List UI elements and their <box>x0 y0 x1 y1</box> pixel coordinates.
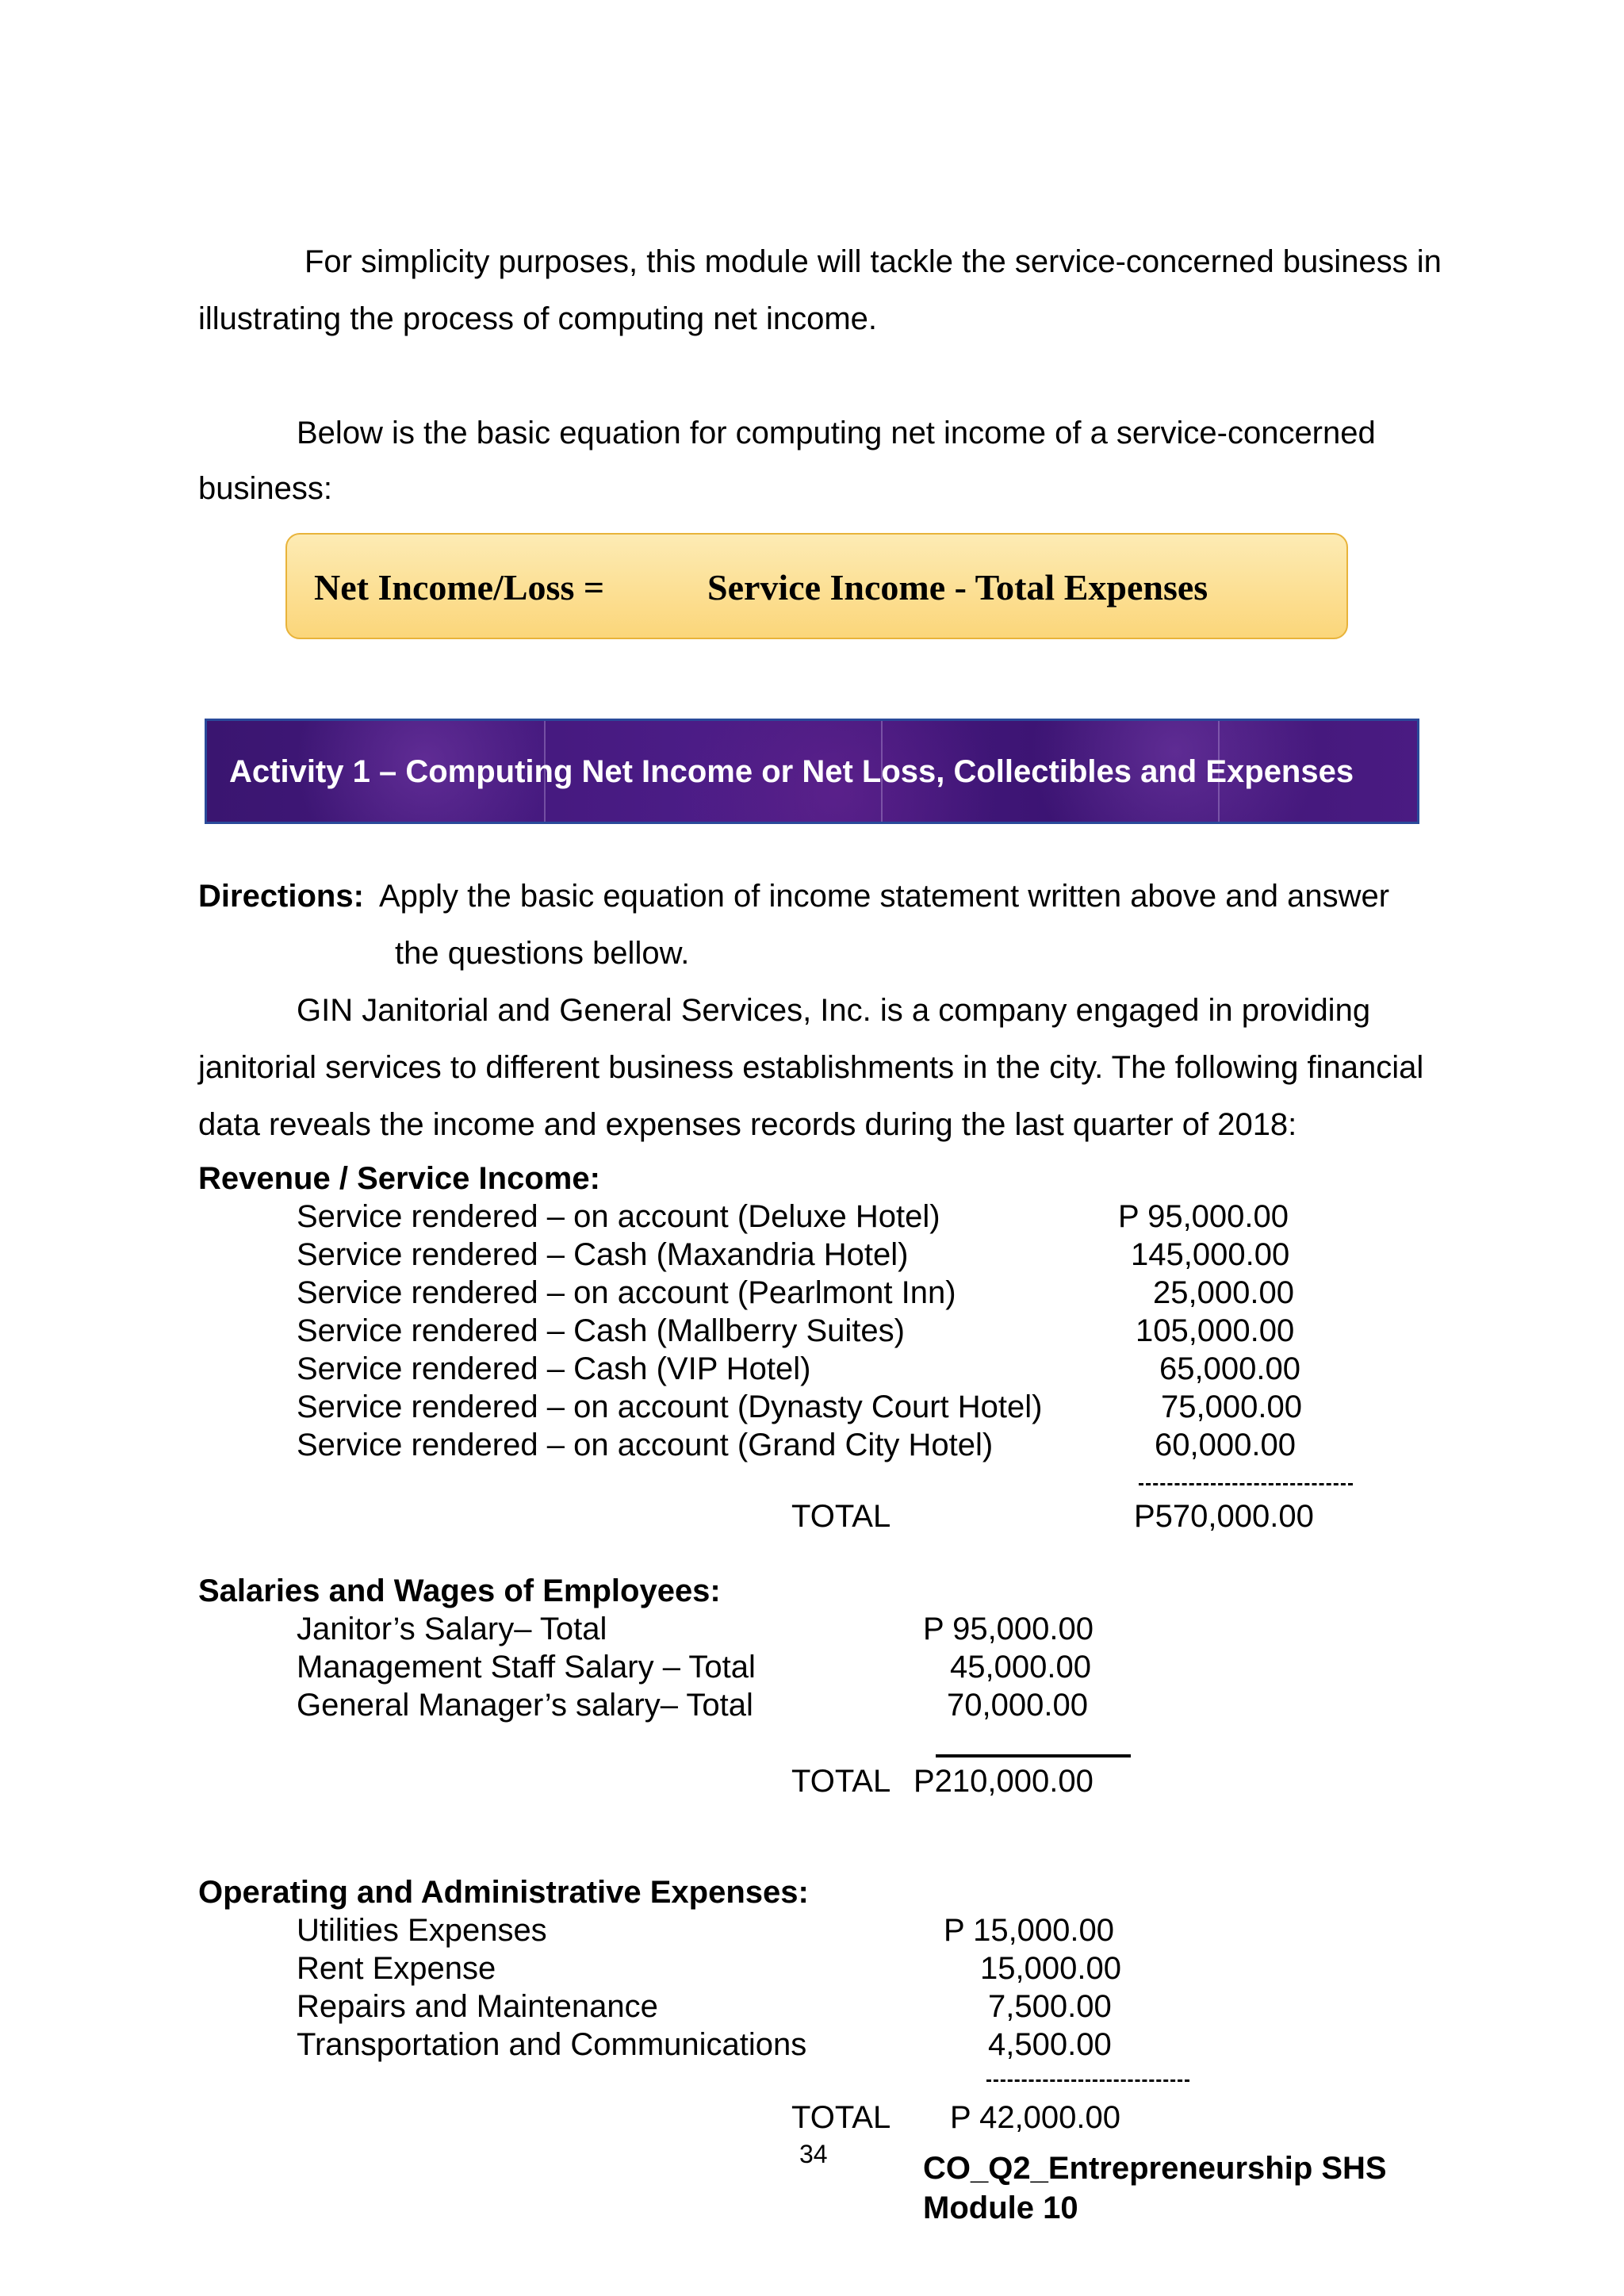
salaries-heading: Salaries and Wages of Employees: <box>198 1573 721 1608</box>
intro-paragraph-2-line-2: business: <box>198 471 332 506</box>
revenue-heading: Revenue / Service Income: <box>198 1161 600 1196</box>
module-code-line-2: Module 10 <box>923 2191 1078 2225</box>
operating-item-amount: P 15,000.00 <box>944 1913 1115 1948</box>
equation-left: Net Income/Loss = <box>314 567 605 608</box>
salaries-total-amount: P210,000.00 <box>914 1764 1094 1799</box>
revenue-item-label: Service rendered – on account (Dynasty Court Hotel) <box>297 1389 1043 1424</box>
revenue-item-amount: 25,000.00 <box>1153 1275 1294 1310</box>
operating-total-label: TOTAL <box>791 2100 891 2135</box>
salaries-total-label: TOTAL <box>791 1764 891 1799</box>
salaries-item-amount: 70,000.00 <box>947 1688 1088 1723</box>
revenue-item-amount: 60,000.00 <box>1155 1428 1296 1462</box>
activity-banner <box>205 719 1419 824</box>
operating-item-amount: 15,000.00 <box>980 1951 1121 1986</box>
operating-subtotal-rule <box>986 2079 1189 2082</box>
equation-box <box>285 533 1348 639</box>
module-code-line-1: CO_Q2_Entrepreneurship SHS <box>923 2151 1387 2186</box>
operating-item-amount: 7,500.00 <box>988 1989 1112 2024</box>
revenue-item-label: Service rendered – Cash (Mallberry Suites) <box>297 1313 905 1348</box>
revenue-item-amount: 145,000.00 <box>1131 1237 1290 1272</box>
revenue-item-amount: 105,000.00 <box>1136 1313 1295 1348</box>
operating-item-label: Transportation and Communications <box>297 2027 807 2062</box>
context-line-1: GIN Janitorial and General Services, Inc. is a company engaged in providing <box>297 993 1371 1028</box>
directions-line-1: Apply the basic equation of income statement written above and answer <box>379 879 1390 914</box>
salaries-subtotal-rule <box>936 1754 1131 1757</box>
operating-item-label: Repairs and Maintenance <box>297 1989 658 2024</box>
operating-total-amount: P 42,000.00 <box>950 2100 1121 2135</box>
salaries-item-amount: 45,000.00 <box>950 1650 1091 1685</box>
salaries-item-label: Management Staff Salary – Total <box>297 1650 756 1685</box>
intro-paragraph-2-line-1: Below is the basic equation for computing net income of a service-concerned <box>297 416 1376 450</box>
salaries-item-label: Janitor’s Salary– Total <box>297 1612 607 1646</box>
activity-title: Activity 1 – Computing Net Income or Net Loss, Collectibles and Expenses <box>229 754 1354 789</box>
revenue-total-label: TOTAL <box>791 1499 891 1534</box>
operating-item-label: Rent Expense <box>297 1951 496 1986</box>
revenue-item-amount: 75,000.00 <box>1161 1389 1302 1424</box>
revenue-item-amount: P 95,000.00 <box>1118 1199 1289 1234</box>
intro-paragraph-1-line-2: illustrating the process of computing net income. <box>198 301 877 336</box>
revenue-total-amount: P570,000.00 <box>1134 1499 1314 1534</box>
revenue-item-label: Service rendered – Cash (VIP Hotel) <box>297 1351 811 1386</box>
intro-paragraph-1-line-1: For simplicity purposes, this module will tackle the service-concerned business in <box>304 244 1442 279</box>
salaries-item-label: General Manager’s salary– Total <box>297 1688 753 1723</box>
revenue-item-label: Service rendered – on account (Pearlmont Inn) <box>297 1275 956 1310</box>
salaries-item-amount: P 95,000.00 <box>923 1612 1094 1646</box>
revenue-item-amount: 65,000.00 <box>1159 1351 1300 1386</box>
context-line-2: janitorial services to different business establishments in the city. The following financial <box>198 1050 1424 1085</box>
revenue-item-label: Service rendered – on account (Deluxe Hotel) <box>297 1199 940 1234</box>
revenue-subtotal-rule <box>1139 1483 1353 1485</box>
page-number: 34 <box>799 2140 828 2168</box>
equation-right: Service Income - Total Expenses <box>707 567 1208 608</box>
directions-label: Directions: <box>198 879 364 914</box>
revenue-item-label: Service rendered – Cash (Maxandria Hotel) <box>297 1237 909 1272</box>
operating-heading: Operating and Administrative Expenses: <box>198 1875 809 1910</box>
revenue-item-label: Service rendered – on account (Grand City Hotel) <box>297 1428 994 1462</box>
operating-item-label: Utilities Expenses <box>297 1913 547 1948</box>
directions-line-2: the questions bellow. <box>395 936 690 971</box>
context-line-3: data reveals the income and expenses records during the last quarter of 2018: <box>198 1107 1297 1142</box>
operating-item-amount: 4,500.00 <box>988 2027 1112 2062</box>
